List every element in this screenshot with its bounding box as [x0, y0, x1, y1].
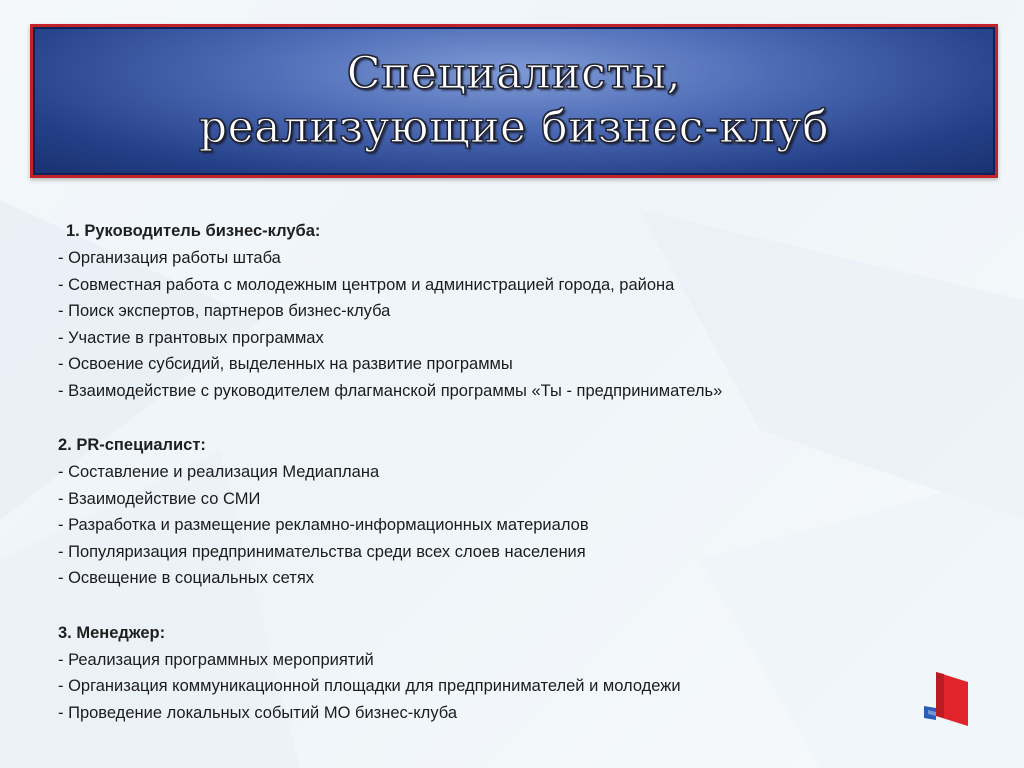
section-heading: 3. Менеджер:	[58, 623, 166, 642]
list-item: - Проведение локальных событий МО бизнес-клуба	[58, 703, 457, 722]
list-item: - Участие в грантовых программах	[58, 328, 324, 347]
list-item: - Совместная работа с молодежным центром и администрацией города, района	[58, 275, 675, 294]
list-item: - Освоение субсидий, выделенных на развитие программы	[58, 355, 513, 373]
list-item: - Взаимодействие с руководителем флагманской программы «Ты - предприниматель»	[58, 381, 723, 400]
section-heading: 1. Руководитель бизнес-клуба:	[66, 222, 321, 240]
page-title-line-2: реализующие бизнес-клуб	[198, 102, 830, 153]
page-title	[199, 47, 829, 155]
list-item: - Организация коммуникационной площадки для предпринимателей и молодежи	[58, 677, 681, 695]
section-heading: 2. PR-специалист:	[58, 436, 206, 454]
list-item: - Взаимодействие со СМИ	[58, 489, 261, 508]
list-item: - Реализация программных мероприятий	[58, 650, 374, 669]
title-banner	[30, 24, 998, 178]
specialists-list	[58, 218, 958, 726]
page-title-line-1: Специалисты,	[346, 48, 682, 99]
section-club-leader	[58, 218, 958, 404]
list-item: - Организация работы штаба	[58, 249, 281, 267]
section-manager	[58, 620, 958, 727]
section-pr-specialist	[58, 432, 958, 592]
red-blue-flag-logo-icon	[922, 668, 970, 730]
list-item: - Освещение в социальных сетях	[58, 569, 315, 587]
list-item: - Разработка и размещение рекламно-информационных материалов	[58, 516, 589, 534]
section-spacer	[58, 404, 958, 432]
list-item: - Составление и реализация Медиаплана	[58, 463, 380, 481]
list-item: - Поиск экспертов, партнеров бизнес-клуба	[58, 302, 391, 320]
section-spacer	[58, 592, 958, 620]
list-item: - Популяризация предпринимательства среди всех слоев населения	[58, 542, 586, 561]
